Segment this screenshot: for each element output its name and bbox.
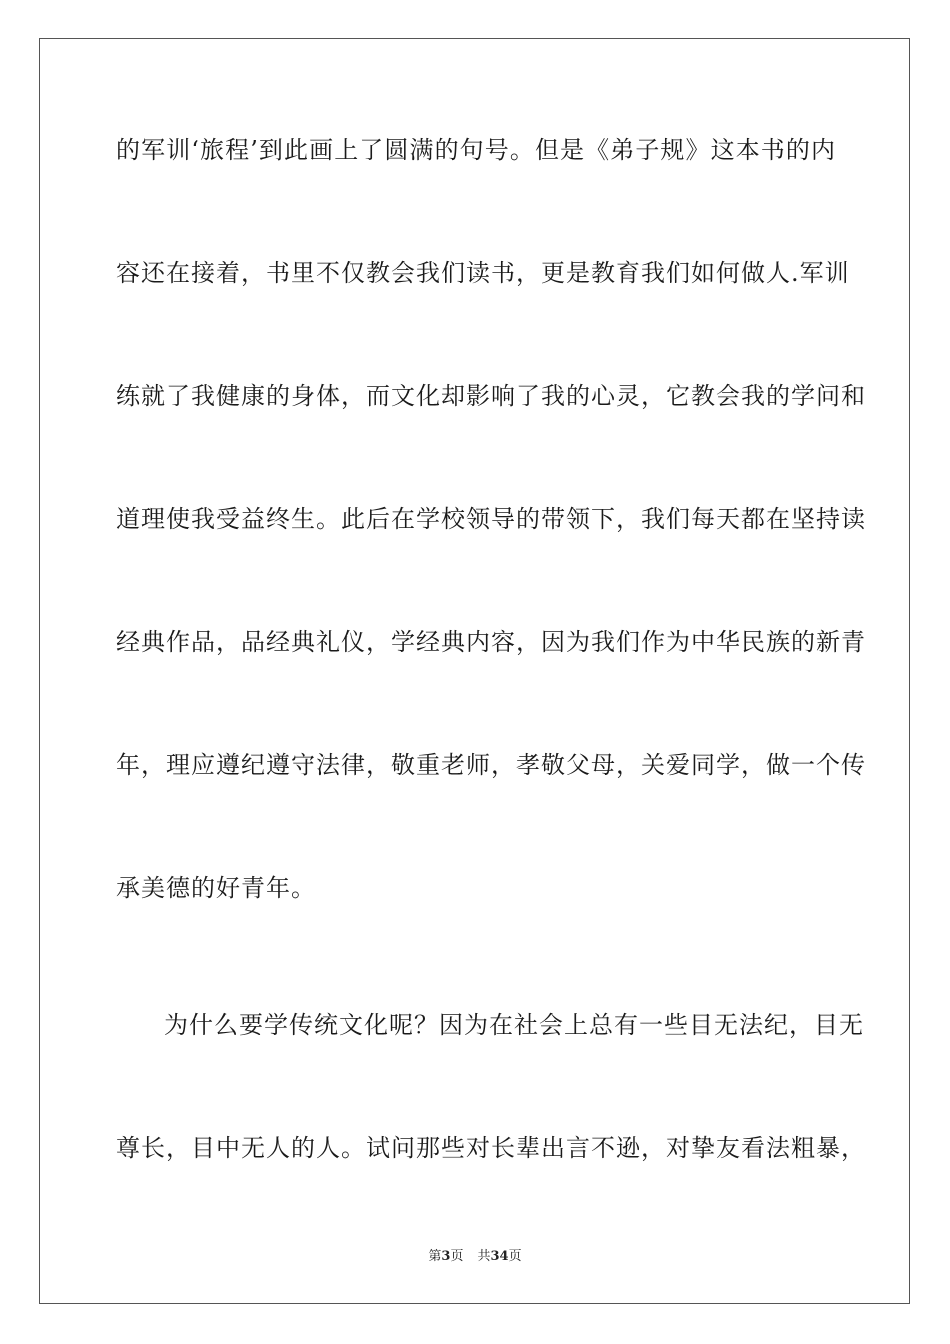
text-line: 经典作品，品经典礼仪，学经典内容，因为我们作为中华民族的新青 [116, 628, 866, 656]
page-number: 3 [441, 1249, 451, 1264]
total-prefix: 共 [477, 1249, 491, 1264]
total-suffix: 页 [508, 1249, 522, 1264]
page-border [39, 38, 910, 1304]
text-line: 的军训‘旅程’到此画上了圆满的句号。但是《弟子规》这本书的内 [116, 136, 836, 164]
text-line: 道理使我受益终生。此后在学校领导的带领下，我们每天都在坚持读 [116, 505, 866, 533]
page-footer [0, 1248, 950, 1266]
page-suffix: 页 [450, 1249, 464, 1264]
text-line: 容还在接着，书里不仅教会我们读书，更是教育我们如何做人.军训 [116, 259, 850, 287]
text-line: 承美德的好青年。 [116, 874, 316, 902]
text-line: 年，理应遵纪遵守法律，敬重老师，孝敬父母，关爱同学，做一个传 [116, 751, 866, 779]
text-line: 尊长，目中无人的人。试问那些对长辈出言不逊，对挚友看法粗暴， [116, 1134, 866, 1162]
total-pages: 34 [490, 1249, 509, 1264]
page-prefix: 第 [428, 1249, 442, 1264]
text-line: 练就了我健康的身体，而文化却影响了我的心灵，它教会我的学问和 [116, 382, 866, 410]
paragraph-first-line: 为什么要学传统文化呢？因为在社会上总有一些目无法纪，目无 [164, 1011, 864, 1039]
